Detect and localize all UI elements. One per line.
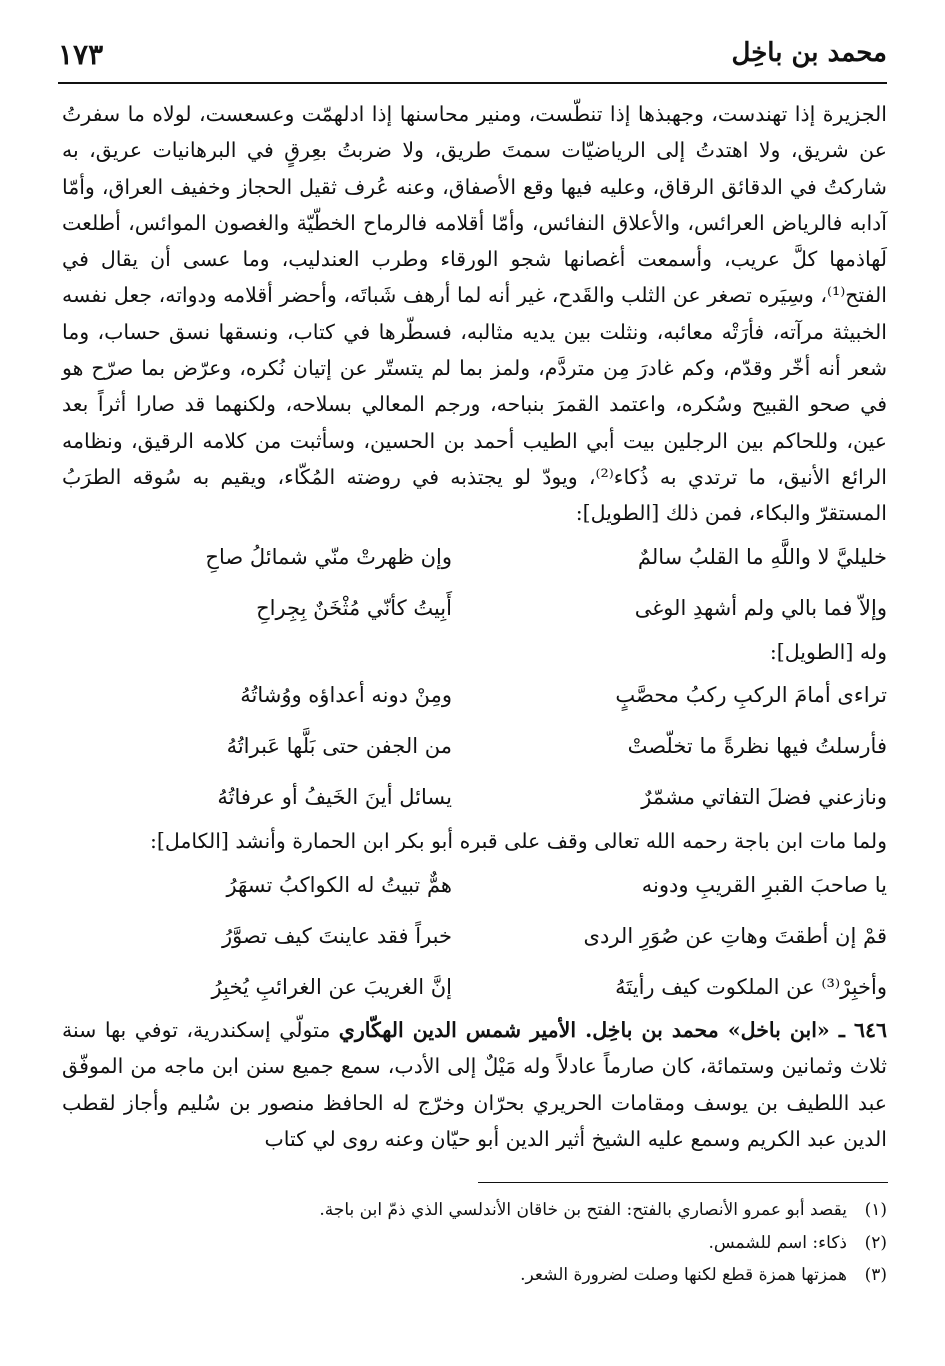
verse-first-half: خليليَّ لا واللَّهِ ما القلبُ سالمٌ	[637, 544, 887, 569]
verse-second-half: همٌّ تبيتُ له الكواكبُ تسهَرُ	[226, 872, 452, 897]
verse-second-half: أَبِيتُ كأنّي مُثْخَنٌ بِجِراحِ	[256, 595, 452, 620]
verse	[62, 859, 887, 910]
verse	[62, 961, 887, 1012]
poem-2	[62, 670, 887, 823]
footnote-divider	[478, 1182, 888, 1183]
verse-first-half: يا صاحبَ القبرِ القريبِ ودونه	[641, 872, 887, 897]
verse-first-half: فأرسلتُ فيها نظرةً ما تخلّصتْ	[627, 734, 887, 759]
verse-first-half: تراءى أمامَ الركبِ ركبُ محصَّبٍ	[615, 683, 887, 708]
verse	[62, 910, 887, 961]
entry-646	[62, 1012, 887, 1157]
footnote	[62, 1227, 887, 1260]
verse	[62, 670, 887, 721]
verse	[62, 532, 887, 583]
footnote	[62, 1194, 887, 1227]
page-number: ١٧٣	[58, 38, 104, 71]
poem-intro: ولما مات ابن باجة رحمه الله تعالى وقف على قبره أبو بكر ابن الحمارة وأنشد [الكامل]:	[149, 828, 887, 853]
verse-second-half: من الجفن حتى بَلَّها عَبراتُهُ	[226, 734, 452, 759]
footnote-text: يقصد أبو عمرو الأنصاري بالفتح: الفتح بن خاقان الأندلسي الذي ذمّ ابن باجة.	[319, 1200, 847, 1220]
running-title: محمد بن باخِل	[731, 38, 887, 68]
header-divider	[58, 82, 887, 84]
footnote-number: (٢)	[864, 1232, 887, 1253]
footnote-number: (١)	[864, 1200, 887, 1220]
verse-second-half: خبراً فقد عاينتَ كيف تصوَّرُ	[222, 923, 452, 948]
footnote-text: همزتها همزة قطع لكنها وصلت لضرورة الشعر.	[520, 1265, 847, 1285]
verse	[62, 772, 887, 823]
verse-first-half: وأخبِرْ⁽³⁾ عن الملكوت كيف رأيتَهُ	[615, 974, 887, 999]
footnotes	[62, 1194, 887, 1292]
poem-1	[62, 532, 887, 634]
footnote-text: ذكاء: اسم للشمس.	[708, 1232, 847, 1253]
biography-paragraph: الجزيرة إذا تهندست، وجهبذها إذا تنطّست، ومنير محاسنها إذا ادلهمّت وعسعست، لولاه ما سفرتُ عن شريق، ولا اهتدتُ إلى الرياضيّات سمتَ طريق، ولا ضربتُ بعِرقٍ في البرهانيات عريق، به شاركتُ في الدقائق الرقاق، وعليه فيها وقع الأصفاق، وعنه عُرف ثقيل الحجاز وخفيف العراق، وأمّا آدابه فالرياض العرائس، والأعلاق النفائس، وأمّا أقلامه فالرماح الخطّيّة والغصون الموائس، أطلعت لَهاذمها كلَّ عريب، وأسمعت أغصانها شجو الورقاء وطرب العندليب، وما عسى أن يقال في الفتح⁽¹⁾، وسِيَره تصغر عن الثلب والقَدح، غير أنه لما أرهف شَباتَه، وأحضر أقلامه ودواته، جعل نفسه الخبيثة مرآته، فأرَتْه معائبه، ونثلت بين يديه مثالبه، فسطّرها في كتاب، ونسقها نسق حساب، وما شعر أنه أخّر وقدّم، وكم غادرَ مِن متردَّم، ولمز بما لم يتستّر عن إتيان نُكره، وعرّض بما صرّح هو في صحو القبيح وسُكره، واعتمد القمرَ بنباحه، ورجم المعالي بسلاحه، ولكنهما قد صارا أثراً بعد عين، وللحاكم بين الرجلين بيت أبي الطيب أحمد بن الحسين، وسأثبت من كلامه الرقيق، ونظامه الرائع الأنيق، ما ترتدي به ذُكاء⁽²⁾، ويودّ لو يجتذبه في روضته المُكّاء، ويقيم به سُوقه الطرَبُ المستقرّ والبكاء، فمن ذلك [الطويل]:	[62, 102, 887, 526]
verse-second-half: ومِنْ دونه أعداؤه ووُشاتُهُ	[240, 683, 452, 708]
footnote	[62, 1259, 887, 1292]
verse	[62, 583, 887, 634]
page-header	[58, 28, 887, 80]
verse	[62, 721, 887, 772]
verse-first-half: وإلاّ فما بالي ولم أشهدِ الوغى	[634, 595, 887, 620]
verse-first-half: ونازعني فضلَ التفاتي مشمّرٌ	[641, 785, 887, 810]
poem-3	[62, 859, 887, 1012]
entry-body: متولّي إسكندرية، توفي بها سنة ثلاث وثمانين وستمائة، كان صارماً عادلاً وله مَيْلٌ إلى الأدب، سمع جميع سنن ابن ماجه من الموفّق عبد اللطيف بن يوسف ومقامات الحريري بحرّان وخرّج له الحافظ منصور بن سُليم وأجاز لقطب الدين عبد الكريم وسمع عليه الشيخ أثير الدين أبو حيّان وعنه روى لي كتاب	[62, 1018, 887, 1152]
verse-second-half: إنَّ الغريبَ عن الغرائبِ يُخبِرُ	[211, 974, 452, 999]
main-text	[62, 96, 887, 1157]
verse-second-half: وإن ظهرتْ منّي شمائلُ صاحِ	[205, 544, 452, 569]
verse-second-half: يسائل أينَ الخَيفُ أو عرفاتُهُ	[217, 785, 452, 810]
verse-first-half: قمْ إن أطقتَ وهاتِ عن صُوَرِ الردى	[583, 923, 887, 948]
poem-intro: وله [الطويل]:	[769, 639, 887, 664]
footnote-number: (٣)	[864, 1265, 887, 1285]
entry-heading: ٦٤٦ ـ «ابن باخل» محمد بن باخِل. الأمير شمس الدين الهكّاري	[338, 1018, 887, 1043]
